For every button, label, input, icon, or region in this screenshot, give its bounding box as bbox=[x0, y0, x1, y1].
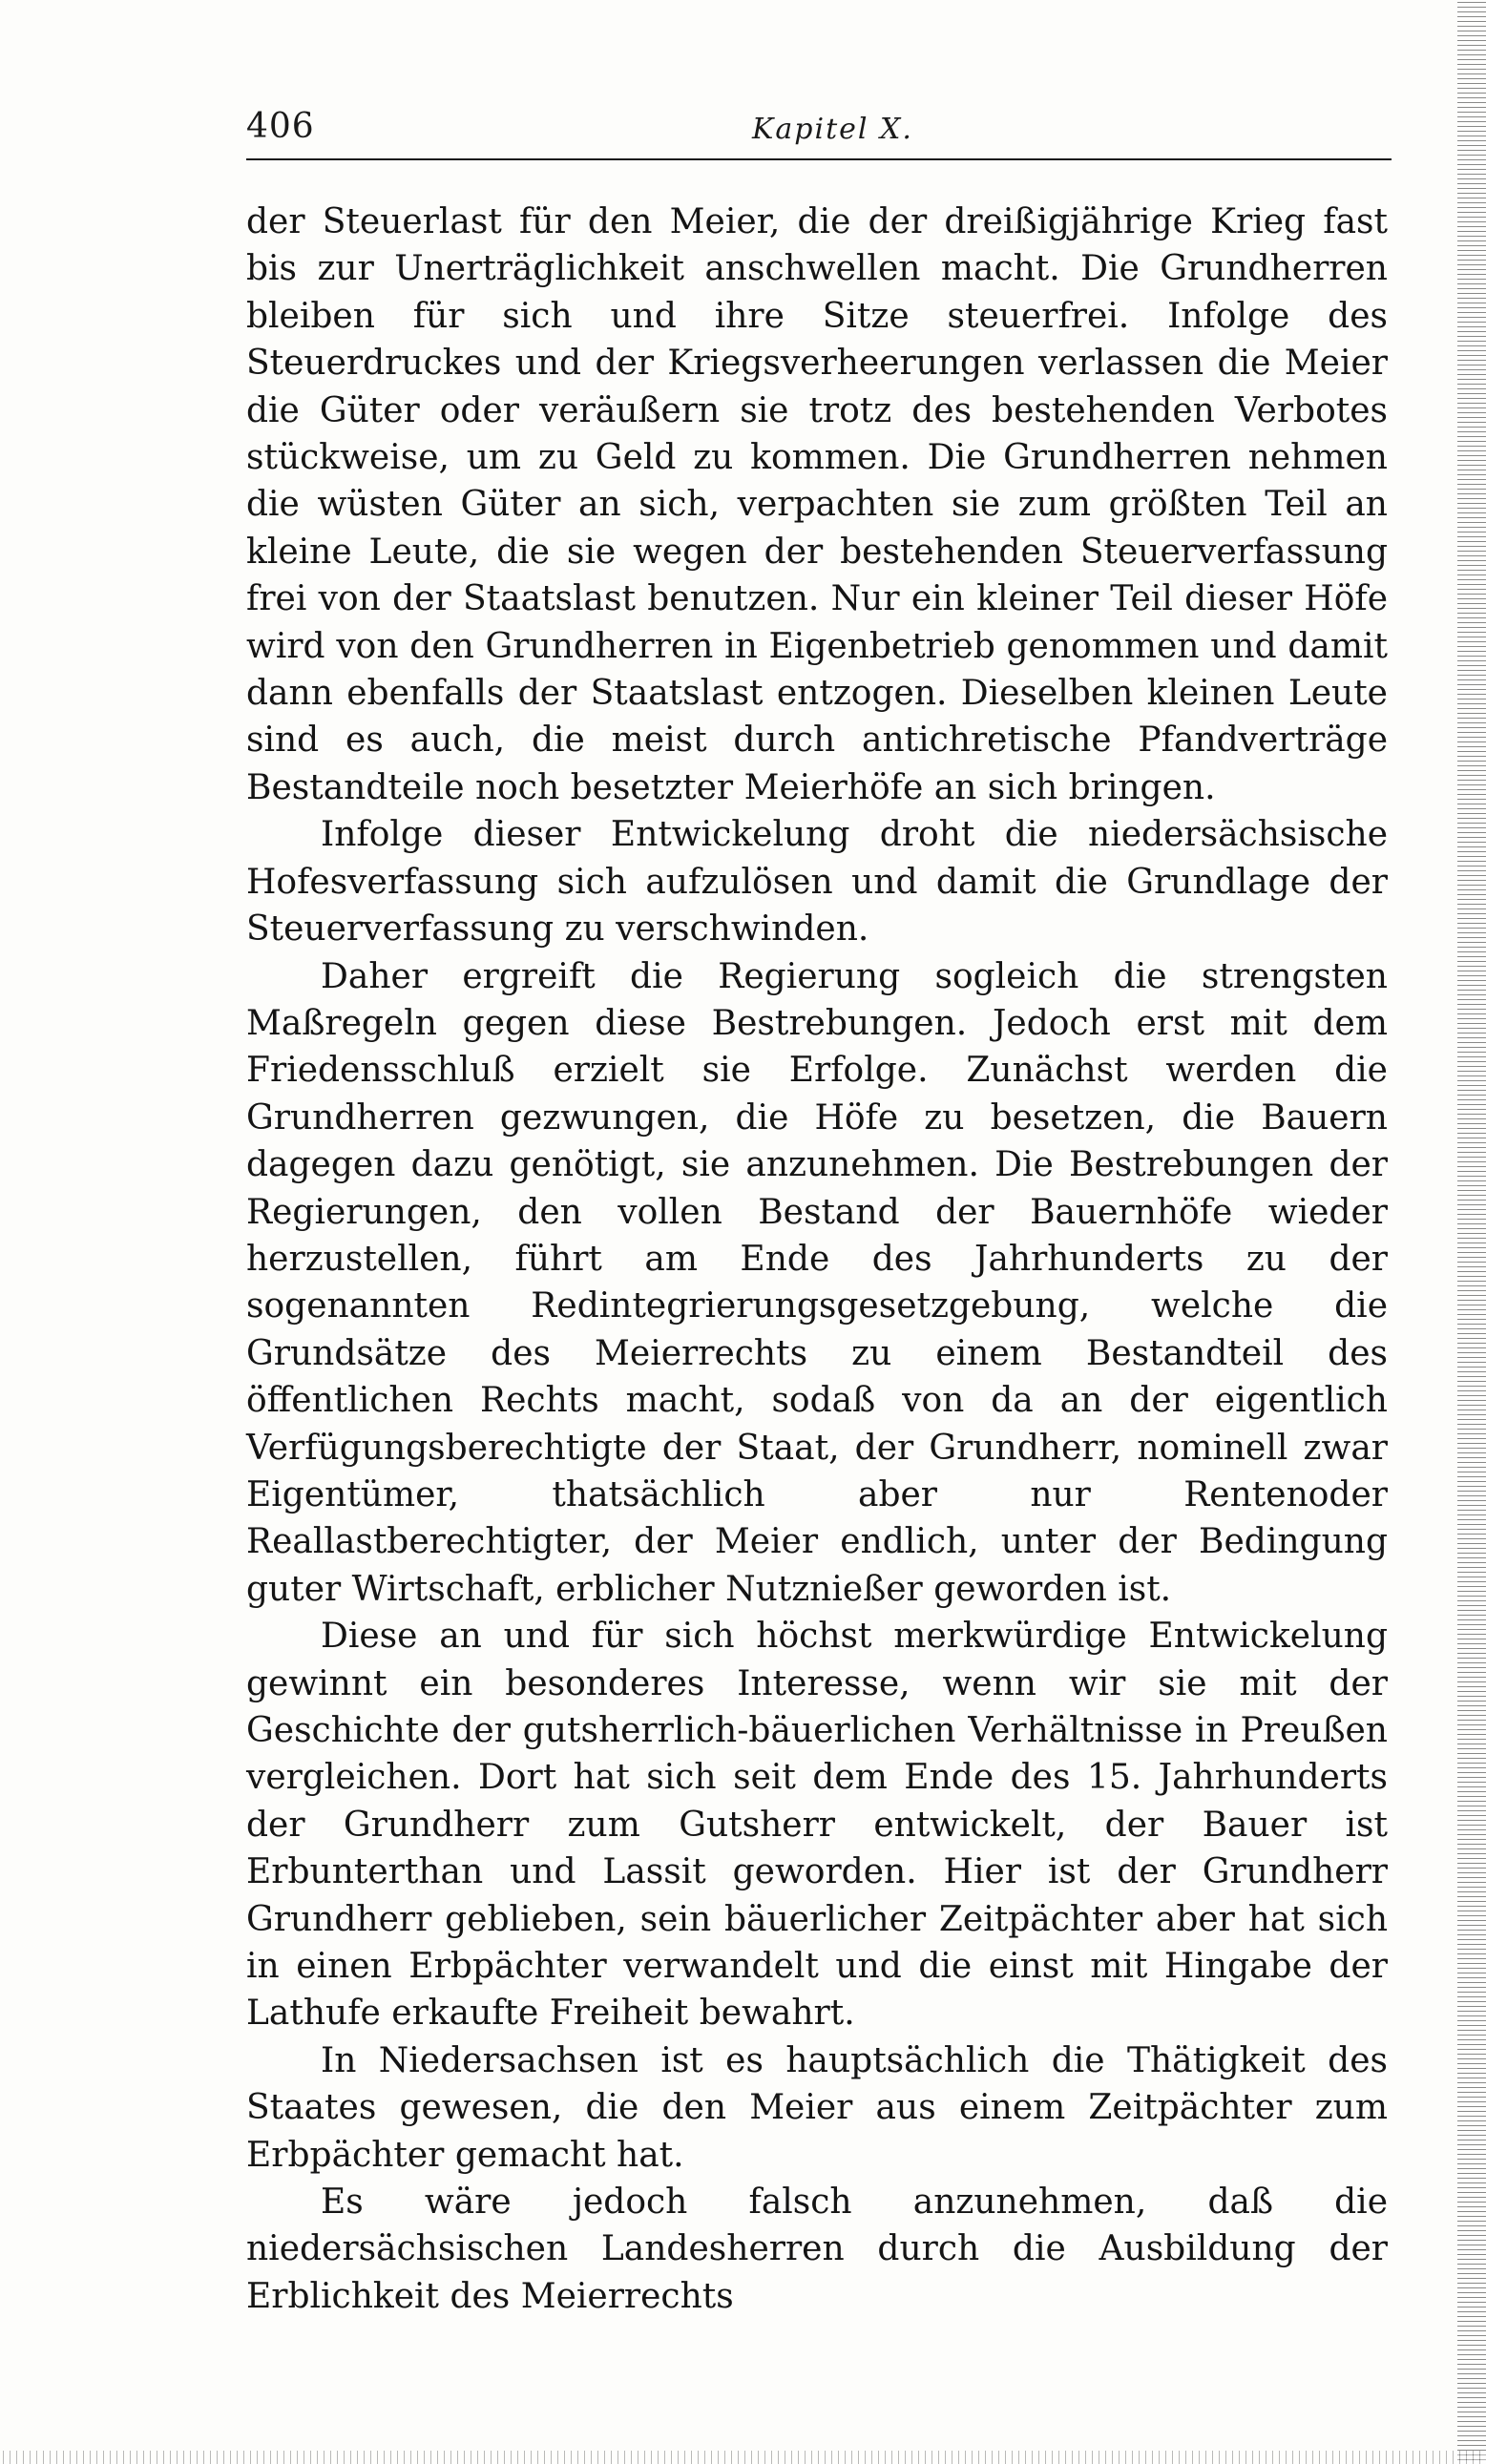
body-text bbox=[246, 198, 1388, 2320]
paragraph-1: der Steuerlast für den Meier, die der dreißigjährige Krieg fast bis zur Unerträglichkeit anschwellen macht. Die Grundherren bleiben für sich und ihre Sitze steuerfrei. Infolge des Steuerdruckes und der Kriegsverheerungen verlassen die Meier die Güter oder veräußern sie trotz des bestehenden Verbotes stückweise, um zu Geld zu kommen. Die Grundherren nehmen die wüsten Güter an sich, verpachten sie zum größten Teil an kleine Leute, die sie wegen der bestehenden Steuerverfassung frei von der Staatslast benutzen. Nur ein kleiner Teil dieser Höfe wird von den Grundherren in Eigenbetrieb genommen und damit dann ebenfalls der Staatslast entzogen. Dieselben kleinen Leute sind es auch, die meist durch antichretische Pfandverträge Bestandteile noch besetzter Meierhöfe an sich bringen. bbox=[246, 202, 1388, 807]
page-edge-right bbox=[1457, 0, 1486, 2464]
paragraph-3: Daher ergreift die Regierung sogleich die strengsten Maßregeln gegen diese Bestrebungen. Jedoch erst mit dem Friedensschluß erzielt sie Erfolge. Zunächst werden die Grundherren gezwungen, die Höfe zu besetzen, die Bauern dagegen dazu genötigt, sie anzunehmen. Die Bestrebungen der Regierungen, den vollen Bestand der Bauernhöfe wieder herzustellen, führt am Ende des Jahrhunderts zu der sogenannten Redintegrierungsgesetzgebung, welche die Grundsätze des Meierrechts zu einem Bestandteil des öffentlichen Rechts macht, sodaß von da an der eigentlich Verfügungsberechtigte der Staat, der Grundherr, nominell zwar Eigentümer, thatsächlich aber nur Rentenoder Reallastberechtigter, der Meier endlich, unter der Bedingung guter Wirtschaft, erblicher Nutznießer geworden ist. bbox=[246, 956, 1388, 1609]
page-number: 406 bbox=[246, 107, 315, 146]
paragraph-4: Diese an und für sich höchst merkwürdige Entwickelung gewinnt ein besonderes Interesse, wenn wir sie mit der Geschichte der gutsherrlich-bäuerlichen Verhältnisse in Preußen vergleichen. Dort hat sich seit dem Ende des 15. Jahrhunderts der Grundherr zum Gutsherr entwickelt, der Bauer ist Erbunterthan und Lassit geworden. Hier ist der Grundherr Grundherr geblieben, sein bäuerlicher Zeitpächter aber hat sich in einen Erbpächter verwandelt und die einst mit Hingabe der Lathufe erkaufte Freiheit bewahrt. bbox=[246, 1617, 1388, 2034]
running-title: Kapitel X. bbox=[752, 113, 913, 146]
paragraph-6: Es wäre jedoch falsch anzunehmen, daß die niedersächsischen Landesherren durch die Ausbildung der Erblichkeit des Meierrechts bbox=[246, 2182, 1388, 2316]
paragraph-5: In Niedersachsen ist es hauptsächlich die Thätigkeit des Staates gewesen, die den Meier aus einem Zeitpächter zum Erbpächter gemacht hat. bbox=[246, 2040, 1388, 2175]
header-rule bbox=[246, 158, 1392, 160]
paragraph-2: Infolge dieser Entwickelung droht die niedersächsische Hofesverfassung sich aufzulösen und damit die Grundlage der Steuerverfassung zu verschwinden. bbox=[246, 815, 1388, 950]
page-edge-bottom bbox=[0, 2451, 1486, 2464]
page-header bbox=[246, 107, 1392, 162]
